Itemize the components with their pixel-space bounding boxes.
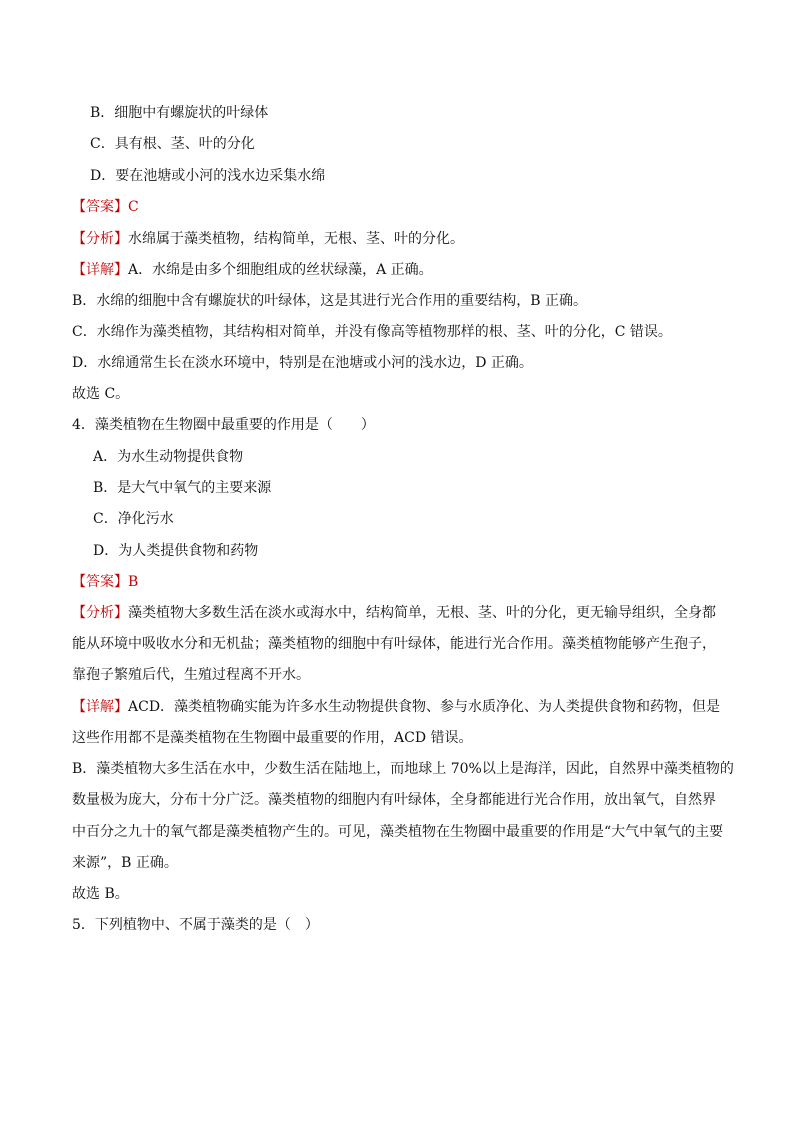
q3-detail-line: C．水绵作为藻类植物，其结构相对简单，并没有像高等植物那样的根、茎、叶的分化，C 错误。 — [72, 324, 672, 340]
q3-option-b: B．细胞中有螺旋状的叶绿体 — [90, 105, 269, 121]
q4-option-a: A．为水生动物提供食物 — [93, 449, 244, 465]
q3-conclusion: 故选 C。 — [72, 386, 130, 402]
detail-text: ACD．藻类植物确实能为许多水生动物提供食物、参与水质净化、为人类提供食物和药物，但是 — [128, 699, 721, 715]
q4-detail-line: 数量极为庞大，分布十分广泛。藻类植物的细胞内有叶绿体，全身都能进行光合作用，放出氧气，自然界 — [72, 792, 716, 808]
detail-tag: 【详解】 — [72, 262, 128, 278]
q4-detail-line: 中百分之九十的氧气都是藻类植物产生的。可见，藻类植物在生物圈中最重要的作用是“大气中氧气的主要 — [72, 824, 724, 840]
q3-detail-line: D．水绵通常生长在淡水环境中，特别是在池塘或小河的浅水边，D 正确。 — [72, 355, 533, 371]
answer-value: C — [128, 199, 139, 215]
q5-stem: 5．下列植物中、不属于藻类的是（ ） — [72, 917, 319, 933]
analysis-tag: 【分析】 — [72, 605, 128, 621]
q4-analysis-line — [72, 603, 716, 623]
answer-tag: 【答案】 — [72, 199, 128, 215]
q4-detail-line: 来源”，B 正确。 — [72, 855, 178, 871]
q4-analysis-line: 能从环境中吸收水分和无机盐；藻类植物的细胞中有叶绿体，能进行光合作用。藻类植物能够产生孢子， — [72, 636, 716, 652]
detail-text: A．水绵是由多个细胞组成的丝状绿藻，A 正确。 — [128, 262, 433, 278]
analysis-text: 水绵属于藻类植物，结构简单，无根、茎、叶的分化。 — [128, 231, 464, 247]
analysis-tag: 【分析】 — [72, 231, 128, 247]
q4-stem: 4．藻类植物在生物圈中最重要的作用是（ ） — [72, 417, 375, 433]
q4-conclusion: 故选 B。 — [72, 886, 129, 902]
q3-analysis — [72, 229, 464, 249]
q3-answer — [72, 197, 139, 217]
q4-option-d: D．为人类提供食物和药物 — [93, 543, 259, 559]
q3-option-c: C．具有根、茎、叶的分化 — [90, 136, 255, 152]
q3-detail-line — [72, 260, 433, 280]
q3-option-d: D．要在池塘或小河的浅水边采集水绵 — [90, 168, 326, 184]
q4-detail-line — [72, 697, 720, 717]
answer-value: B — [128, 574, 139, 590]
q4-detail-line: B．藻类植物大多生活在水中，少数生活在陆地上，而地球上 70%以上是海洋，因此，自然界中藻类植物的 — [72, 761, 734, 777]
answer-tag: 【答案】 — [72, 574, 128, 590]
q4-analysis-line: 靠孢子繁殖后代，生殖过程离不开水。 — [72, 667, 310, 683]
q4-answer — [72, 572, 138, 592]
q4-detail-line: 这些作用都不是藻类植物在生物圈中最重要的作用，ACD 错误。 — [72, 730, 473, 746]
detail-tag: 【详解】 — [72, 699, 128, 715]
q4-option-b: B．是大气中氧气的主要来源 — [93, 480, 272, 496]
analysis-text: 藻类植物大多数生活在淡水或海水中，结构简单，无根、茎、叶的分化，更无输导组织，全身都 — [128, 605, 716, 621]
q4-option-c: C．净化污水 — [93, 511, 174, 527]
q3-detail-line: B．水绵的细胞中含有螺旋状的叶绿体，这是其进行光合作用的重要结构，B 正确。 — [72, 293, 588, 309]
